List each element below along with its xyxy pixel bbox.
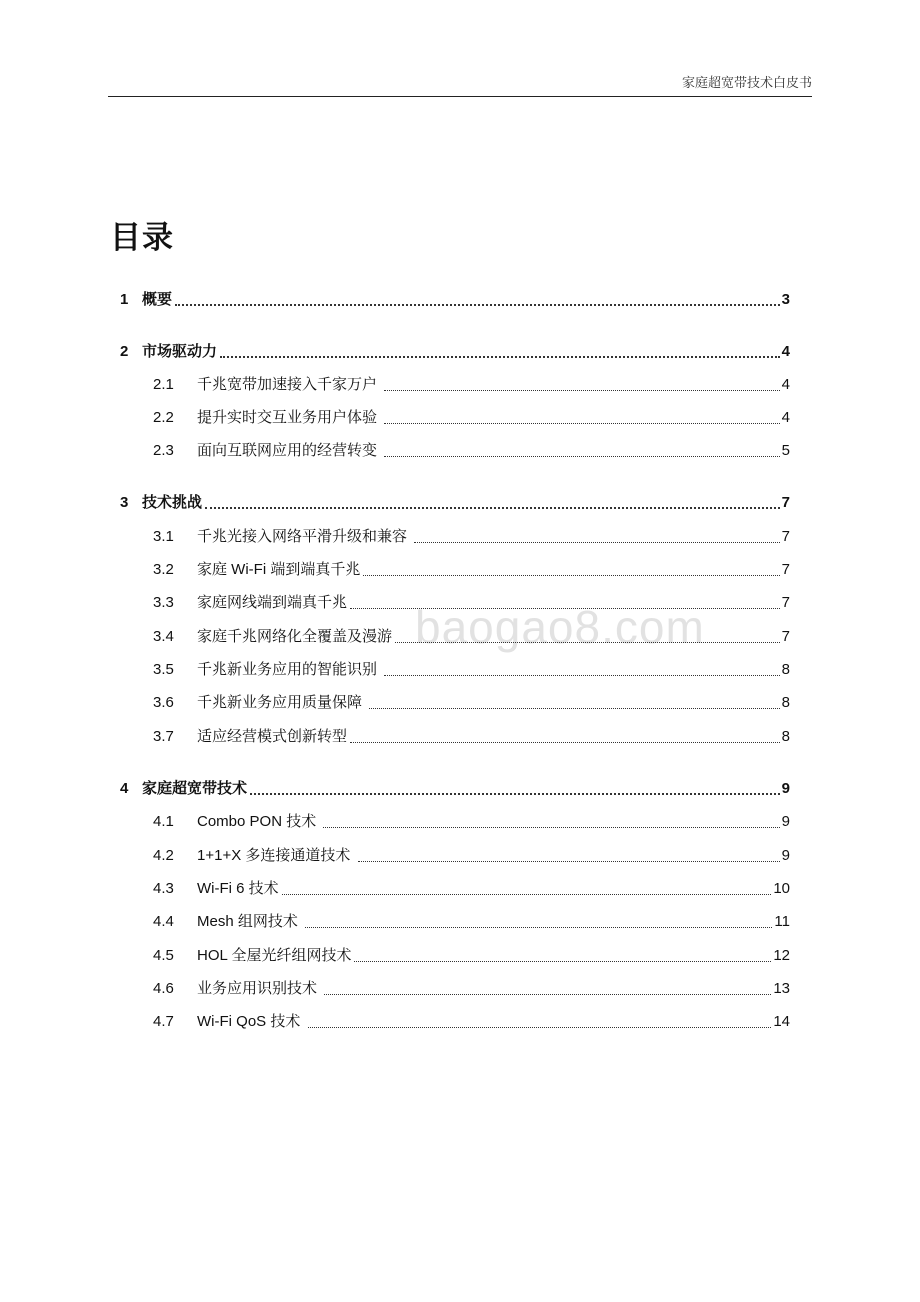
toc-entry-page: 4 bbox=[781, 343, 790, 360]
toc-dot-leader bbox=[395, 640, 780, 643]
toc-entry-title: Mesh 组网技术 bbox=[197, 913, 303, 930]
toc-entry-number: 4.6 bbox=[153, 980, 174, 997]
toc-entry-3-5[interactable] bbox=[120, 657, 790, 679]
toc-entry-3-1[interactable] bbox=[120, 524, 790, 546]
toc-entry-title: 适应经营模式创新转型 bbox=[197, 728, 348, 745]
toc-entry-title: 提升实时交互业务用户体验 bbox=[197, 409, 382, 426]
toc-entry-number: 2.2 bbox=[153, 409, 174, 426]
toc-entry-title: 千兆宽带加速接入千家万户 bbox=[197, 376, 382, 393]
toc-entry-number: 4.7 bbox=[153, 1013, 174, 1030]
toc-dot-leader bbox=[220, 354, 780, 358]
toc-entry-title: 家庭 Wi-Fi 端到端真千兆 bbox=[197, 561, 361, 578]
toc-dot-leader bbox=[305, 925, 772, 928]
toc-entry-page: 5 bbox=[781, 442, 790, 459]
toc-dot-leader bbox=[250, 791, 780, 795]
toc-entry-number: 3.3 bbox=[153, 594, 174, 611]
toc-dot-leader bbox=[205, 505, 780, 509]
toc-entry-3-3[interactable] bbox=[120, 590, 790, 612]
toc-entry-number: 4.1 bbox=[153, 813, 174, 830]
toc-entry-title: Wi-Fi 6 技术 bbox=[197, 880, 279, 897]
toc-entry-1[interactable] bbox=[120, 287, 790, 309]
toc-entry-page: 4 bbox=[781, 409, 790, 426]
toc-entry-page: 7 bbox=[781, 494, 790, 511]
toc-entry-page: 4 bbox=[781, 376, 790, 393]
toc-entry-title: 家庭千兆网络化全覆盖及漫游 bbox=[197, 628, 393, 645]
toc-entry-2-1[interactable] bbox=[120, 372, 790, 394]
toc-entry-number: 3 bbox=[120, 494, 129, 511]
toc-entry-3-7[interactable] bbox=[120, 724, 790, 746]
toc-entry-4-5[interactable] bbox=[120, 943, 790, 965]
toc-entry-page: 3 bbox=[781, 291, 790, 308]
toc-entry-page: 12 bbox=[773, 947, 790, 964]
toc-entry-title: Combo PON 技术 bbox=[197, 813, 321, 830]
toc-entry-4-2[interactable] bbox=[120, 843, 790, 865]
toc-entry-title: 概要 bbox=[142, 291, 173, 308]
toc-entry-title: 市场驱动力 bbox=[142, 343, 218, 360]
toc-entry-3-2[interactable] bbox=[120, 557, 790, 579]
toc-entry-title: 面向互联网应用的经营转变 bbox=[197, 442, 382, 459]
toc-entry-title: 家庭超宽带技术 bbox=[142, 780, 248, 797]
toc-entry-number: 2.1 bbox=[153, 376, 174, 393]
toc-entry-title: HOL 全屋光纤组网技术 bbox=[197, 947, 352, 964]
toc-heading: 目录 bbox=[110, 220, 174, 256]
running-header-title: 家庭超宽带技术白皮书 bbox=[681, 76, 812, 91]
toc-entry-page: 9 bbox=[781, 813, 790, 830]
toc-entry-3-6[interactable] bbox=[120, 690, 790, 712]
toc-entry-4-1[interactable] bbox=[120, 809, 790, 831]
toc-entry-3-4[interactable] bbox=[120, 624, 790, 646]
toc-entry-title: 家庭网线端到端真千兆 bbox=[197, 594, 348, 611]
toc-entry-page: 8 bbox=[781, 661, 790, 678]
toc-entry-page: 8 bbox=[781, 694, 790, 711]
toc-dot-leader bbox=[354, 959, 771, 962]
toc-entry-page: 10 bbox=[773, 880, 790, 897]
toc-entry-number: 1 bbox=[120, 291, 129, 308]
toc-entry-title: 技术挑战 bbox=[142, 494, 203, 511]
toc-entry-number: 4 bbox=[120, 780, 129, 797]
toc-entry-page: 7 bbox=[781, 628, 790, 645]
toc-entry-number: 4.4 bbox=[153, 913, 174, 930]
toc-dot-leader bbox=[350, 740, 780, 743]
toc-entry-page: 7 bbox=[781, 528, 790, 545]
toc-entry-title: 1+1+X 多连接通道技术 bbox=[197, 847, 355, 864]
toc-entry-title: 千兆新业务应用的智能识别 bbox=[197, 661, 382, 678]
toc-entry-4-7[interactable] bbox=[120, 1009, 790, 1031]
toc-entry-3[interactable] bbox=[120, 490, 790, 512]
toc-entry-page: 13 bbox=[773, 980, 790, 997]
toc-dot-leader bbox=[363, 573, 779, 576]
toc-entry-page: 8 bbox=[781, 728, 790, 745]
toc-dot-leader bbox=[384, 454, 779, 457]
toc-entry-number: 2 bbox=[120, 343, 129, 360]
toc-dot-leader bbox=[308, 1025, 772, 1028]
toc-dot-leader bbox=[350, 606, 780, 609]
toc-entry-number: 3.4 bbox=[153, 628, 174, 645]
watermark: baogao8.com bbox=[415, 601, 705, 653]
toc-dot-leader bbox=[384, 388, 779, 391]
toc-entry-2-3[interactable] bbox=[120, 438, 790, 460]
toc-dot-leader bbox=[282, 892, 772, 895]
toc-dot-leader bbox=[175, 302, 780, 306]
toc-entry-number: 3.1 bbox=[153, 528, 174, 545]
toc-entry-page: 7 bbox=[781, 594, 790, 611]
toc-entry-number: 3.5 bbox=[153, 661, 174, 678]
toc-entry-title: Wi-Fi QoS 技术 bbox=[197, 1013, 305, 1030]
toc-entry-page: 9 bbox=[781, 780, 790, 797]
toc-entry-number: 3.7 bbox=[153, 728, 174, 745]
toc-dot-leader bbox=[369, 706, 779, 709]
toc-entry-2[interactable] bbox=[120, 339, 790, 361]
toc-entry-4-6[interactable] bbox=[120, 976, 790, 998]
toc-entry-2-2[interactable] bbox=[120, 405, 790, 427]
toc-entry-page: 11 bbox=[774, 913, 790, 930]
toc-entry-number: 4.2 bbox=[153, 847, 174, 864]
toc-dot-leader bbox=[384, 673, 779, 676]
header-divider bbox=[108, 96, 812, 97]
toc-dot-leader bbox=[324, 992, 771, 995]
toc-entry-title: 千兆新业务应用质量保障 bbox=[197, 694, 367, 711]
toc-dot-leader bbox=[358, 859, 780, 862]
toc-entry-title: 千兆光接入网络平滑升级和兼容 bbox=[197, 528, 412, 545]
toc-entry-number: 2.3 bbox=[153, 442, 174, 459]
toc-entry-number: 4.3 bbox=[153, 880, 174, 897]
toc-entry-page: 9 bbox=[781, 847, 790, 864]
toc-entry-page: 7 bbox=[781, 561, 790, 578]
toc-entry-number: 4.5 bbox=[153, 947, 174, 964]
toc-dot-leader bbox=[414, 540, 779, 543]
toc-entry-4-4[interactable] bbox=[120, 909, 790, 931]
toc-entry-4-3[interactable] bbox=[120, 876, 790, 898]
toc-entry-number: 3.6 bbox=[153, 694, 174, 711]
toc-entry-page: 14 bbox=[773, 1013, 790, 1030]
toc-entry-4[interactable] bbox=[120, 776, 790, 798]
toc-dot-leader bbox=[384, 421, 779, 424]
toc-entry-title: 业务应用识别技术 bbox=[197, 980, 322, 997]
toc-dot-leader bbox=[323, 825, 779, 828]
toc-entry-number: 3.2 bbox=[153, 561, 174, 578]
